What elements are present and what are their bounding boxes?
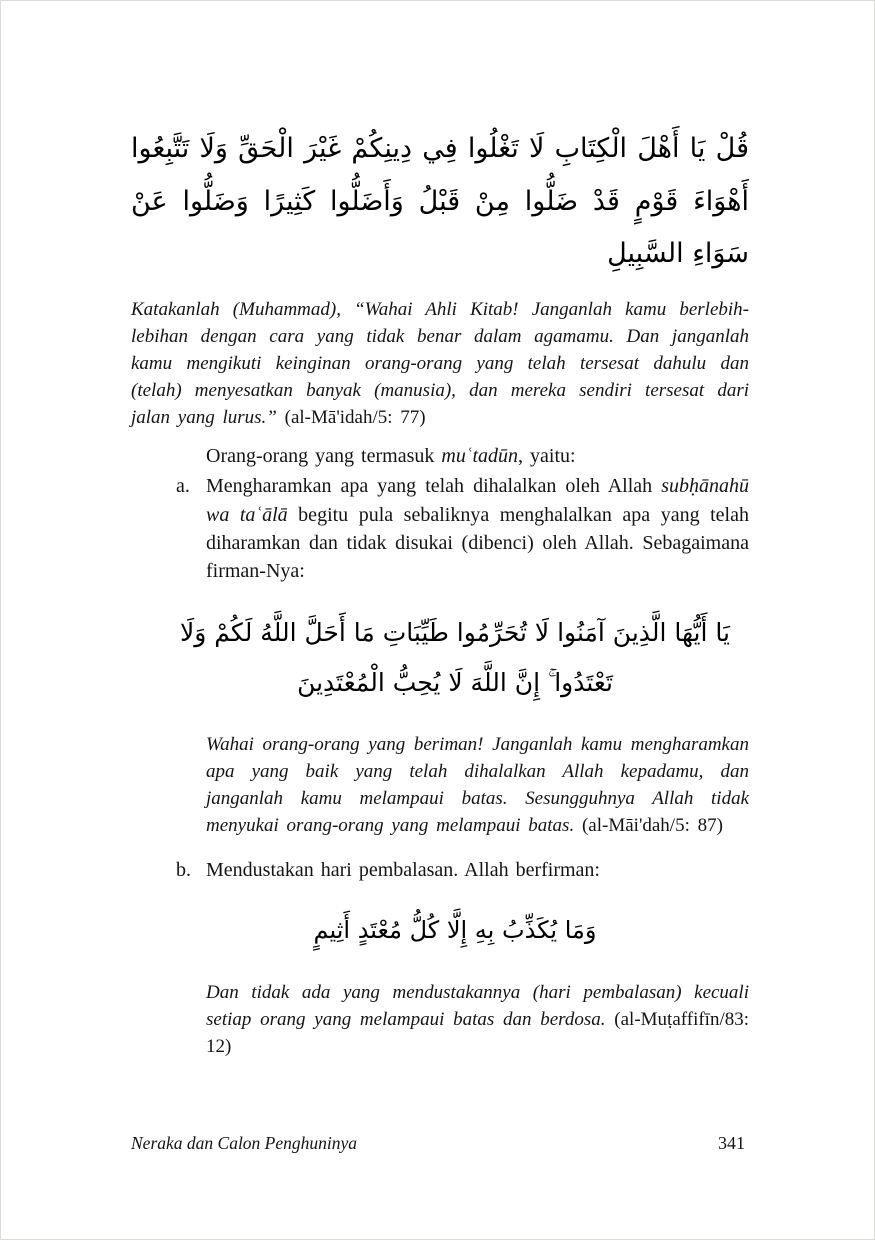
- item-b-text: Mendustakan hari pembalasan. Allah berfirman:: [206, 858, 600, 881]
- intro-text-start: Orang-orang yang termasuk: [206, 444, 442, 467]
- translation-text: Wahai orang-orang yang beriman! Janganlah kamu mengharamkan apa yang baik yang telah dihalalkan Allah kepadamu, dan janganlah kamu melampaui batas. Sesungguhnya Allah tidak menyukai orang-orang yang melampaui batas.: [206, 733, 749, 836]
- running-title: Neraka dan Calon Penghuninya: [131, 1133, 358, 1153]
- list-item-a: [131, 472, 749, 586]
- verse-reference: (al-Muṭaffifīn/83: 12): [206, 1008, 750, 1057]
- quran-verse-arabic-maidah-87: يَا أَيُّهَا الَّذِينَ آمَنُوا لَا تُحَرِّمُوا طَيِّبَاتِ مَا أَحَلَّ اللَّهُ لَكُمْ وَلَا تَعْتَدُوا ۚ إِنَّ اللَّهَ لَا يُحِبُّ الْمُعْتَدِينَ: [180, 617, 730, 697]
- verse-reference: (al-Mā'idah/5: 77): [284, 406, 426, 428]
- item-a-honorific: subḥānahū wa taʿālā: [206, 475, 749, 526]
- list-label-a: a.: [176, 475, 190, 498]
- translation-text: Dan tidak ada yang mendustakannya (hari pembalasan) kecuali setiap orang yang melampaui batas dan berdosa.: [206, 981, 749, 1030]
- item-a-text-end: begitu pula sebaliknya menghalalkan apa yang telah diharamkan dan tidak disukai (dibenci) oleh Allah. Sebagaimana firman-Nya:: [206, 503, 749, 583]
- intro-term-mutadun: muʿtadūn: [441, 444, 519, 467]
- verse-translation-maidah-87: [206, 732, 749, 840]
- intro-line: [131, 442, 749, 470]
- verse-translation-mutaffifin-12: [206, 980, 749, 1061]
- list-label-b: b.: [176, 858, 191, 881]
- page-content: [131, 123, 749, 1068]
- page-footer: [131, 1133, 745, 1154]
- verse-reference: (al-Māi'dah/5: 87): [581, 814, 723, 836]
- page-number: 341: [718, 1133, 745, 1153]
- list-item-b: [131, 856, 749, 884]
- quran-verse-arabic-mutaffifin-12: وَمَا يُكَذِّبُ بِهِ إِلَّا كُلُّ مُعْتَدٍ أَثِيمٍ: [313, 915, 597, 944]
- quran-verse-arabic-maidah-77: قُلْ يَا أَهْلَ الْكِتَابِ لَا تَغْلُوا فِي دِينِكُمْ غَيْرَ الْحَقِّ وَلَا تَتَّبِعُوا أَهْوَاءَ قَوْمٍ قَدْ ضَلُّوا مِنْ قَبْلُ وَأَضَلُّوا كَثِيرًا وَضَلُّوا عَنْ سَوَاءِ السَّبِيلِ: [131, 133, 749, 270]
- intro-text-end: , yaitu:: [518, 444, 576, 467]
- translation-text: Katakanlah (Muhammad), “Wahai Ahli Kitab! Janganlah kamu berlebih-lebihan dengan cara yang tidak benar dalam agamamu. Dan janganlah kamu mengikuti keinginan orang-orang yang telah tersesat dahulu dan (telah) menyesatkan banyak (manusia), dan mereka sendiri tersesat dari jalan yang lurus.”: [131, 298, 749, 428]
- item-a-text-start: Mengharamkan apa yang telah dihalalkan oleh Allah: [206, 475, 662, 498]
- verse-translation-maidah-77: [131, 297, 749, 432]
